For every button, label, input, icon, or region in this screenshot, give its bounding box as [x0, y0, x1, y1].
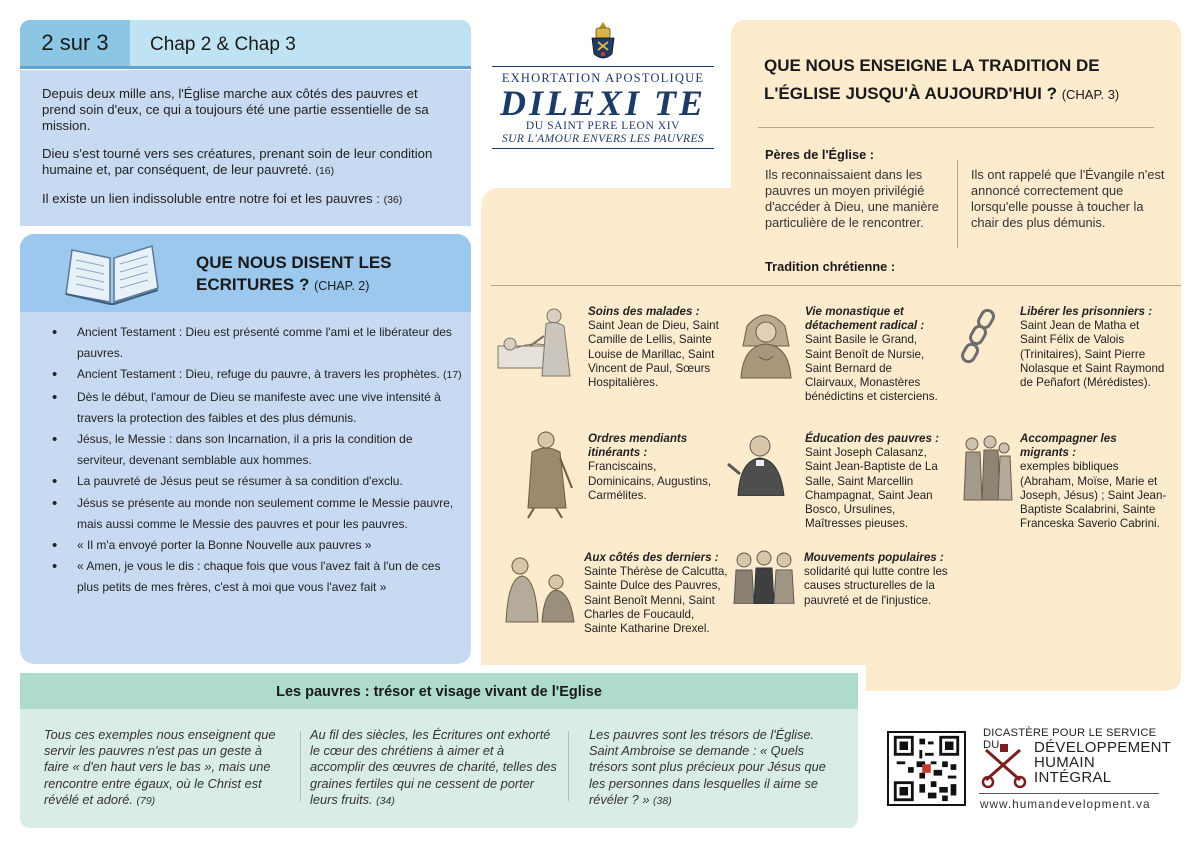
quote-1: Tous ces exemples nous enseignent que servir les pauvres n'est pas un geste à faire « d'en haut vers le bas », mais une rencontre entre égaux, où le Christ est révélé et adoré. (79): [44, 727, 276, 807]
list-item: • Dès le début, l'amour de Dieu se manifeste avec une vive intensité à travers la protection des faibles et des plus démunis.: [52, 387, 462, 429]
sick-care-illustration: [496, 304, 582, 382]
page-header: [20, 20, 471, 66]
ecritures-list: [52, 322, 462, 599]
chapter-label: Chap 2 & Chap 3: [150, 34, 296, 55]
document-title: [484, 20, 722, 190]
divider: [300, 731, 301, 801]
tradition-item: Éducation des pauvres : Saint Joseph Calasanz, Saint Jean-Baptiste de La Salle, Saint Marcellin Champagnat, Saint Jean Bosco, Ursulines, Maîtresses pieuses.: [805, 432, 940, 531]
tradition-item: Mouvements populaires : solidarité qui lutte contre les causes structurelles de la pauvreté et de l'injustice.: [804, 551, 948, 607]
website-link[interactable]: www.humandevelopment.va: [980, 797, 1151, 811]
list-item: • Jésus se présente au monde non seulement comme le Messie pauvre, mais aussi comme le Messie des pauvres et pour les pauvres.: [52, 493, 462, 535]
ecritures-title: QUE NOUS DISENT LES ECRITURES ? (CHAP. 2): [196, 253, 392, 294]
list-item: • Jésus, le Messie : dans son Incarnation, il a pris la condition de serviteur, devenant semblable aux hommes.: [52, 429, 462, 471]
tradition-item: Vie monastique et détachement radical : Saint Basile le Grand, Saint Benoît de Nursie, Saint Bernard de Clairvaux, Monastères bénédictins et cisterciens.: [805, 305, 938, 404]
quote-3: Les pauvres sont les trésors de l'Église. Saint Ambroise se demande : « Quels trésors sont plus précieux pour Jésus que les personnes dans lesquelles il aime se révéler ? » (38): [589, 727, 826, 807]
divider: [568, 731, 569, 801]
intro-paragraph-2: Dieu s'est tourné vers ses créatures, prenant soin de leur condition humaine et, par conséquent, de leur pauvreté. (16): [42, 146, 433, 177]
monk-illustration: [733, 306, 799, 380]
caring-illustration: [498, 552, 580, 624]
popular-movements-illustration: [730, 548, 798, 604]
intro-paragraph-3: Il existe un lien indissoluble entre notre foi et les pauvres : (36): [42, 191, 403, 206]
tradition-item: Accompagner les migrants : exemples bibliques (Abraham, Moïse, Marie et Joseph, Jésus) ; Saint Jean-Baptiste Scalabrini, Sainte Franceska Saverio Cabrini.: [1020, 432, 1167, 531]
list-item: • Ancient Testament : Dieu, refuge du pauvre, à travers les prophètes. (17): [52, 364, 462, 386]
list-item: • Ancient Testament : Dieu est présenté comme l'ami et le libérateur des pauvres.: [52, 322, 462, 364]
quote-2: Au fil des siècles, les Écritures ont exhorté le cœur des chrétiens à aimer et à accomplir des œuvres de charité, telles des graines fertiles qui ne cessent de porter leurs fruits. (34): [310, 727, 557, 807]
tradition-label: Tradition chrétienne :: [765, 259, 896, 274]
title-line-4: SUR L'AMOUR ENVERS LES PAUVRES: [501, 133, 705, 145]
list-item: • La pauvreté de Jésus peut se résumer à sa condition d'exclu.: [52, 471, 462, 492]
friar-illustration: [512, 428, 578, 520]
peres-label: Pères de l'Église :: [765, 147, 875, 162]
peres-text-1: Ils reconnaissaient dans les pauvres un moyen privilégié d'accéder à Dieu, une manière particulière de le rencontrer.: [765, 167, 939, 230]
chapter-ref: (CHAP. 3): [1061, 87, 1120, 102]
chapter-ref: (CHAP. 2): [314, 279, 370, 293]
tradition-title: QUE NOUS ENSEIGNE LA TRADITION DE L'ÉGLISE JUSQU'À AUJOURD'HUI ? (CHAP. 3): [764, 56, 1120, 103]
title-rule: [492, 66, 714, 67]
tradition-item: Aux côtés des derniers : Sainte Thérèse de Calcutta, Sainte Dulce des Pauvres, Saint Benoît Menni, Saint Charles de Foucauld, Sainte Katharine Drexel.: [584, 551, 728, 636]
papal-emblem-icon: [586, 20, 620, 64]
tradition-item: Libérer les prisonniers : Saint Jean de Matha et Saint Félix de Valois (Trinitaires), Saint Pierre Nolasque et Saint Raymond de Peñafort (Mérédistes).: [1020, 305, 1165, 390]
open-book-icon: [62, 244, 162, 311]
ecritures-panel: [20, 234, 471, 664]
tradition-item: Soins des malades : Saint Jean de Dieu, Saint Camille de Lellis, Sainte Louise de Marillac, Saint Vincent de Paul, Sœurs Hospitalières.: [588, 305, 719, 390]
dicastery-label: DICASTÈRE POUR LE SERVICE DU: [983, 727, 1157, 751]
intro-paragraph-1: Depuis deux mille ans, l'Église marche aux côtés des pauvres et prend soin d'eux, ce qui a toujours été une partie essentielle de sa mission.: [42, 86, 429, 133]
conclusion-panel: [20, 673, 858, 828]
reference: (36): [383, 194, 403, 206]
intro-panel: [20, 70, 471, 226]
tradition-item: Ordres mendiants itinérants : Franciscains, Dominicains, Augustins, Carmélites.: [588, 432, 712, 502]
divider: [491, 285, 1181, 286]
ecritures-header: [20, 234, 471, 312]
divider: [957, 160, 958, 248]
list-item: • « Amen, je vous le dis : chaque fois que vous l'avez fait à l'un de ces plus petits de mes frères, c'est à moi que vous l'avez fait »: [52, 556, 462, 598]
page-number: 2 sur 3: [20, 20, 130, 66]
dicastery-name: DÉVELOPPEMENT HUMAIN INTÉGRAL: [1034, 739, 1172, 786]
list-item: • « Il m'a envoyé porter la Bonne Nouvelle aux pauvres »: [52, 535, 462, 556]
title-line-3: DU SAINT PERE LEON XIV: [525, 120, 681, 132]
conclusion-title: Les pauvres : trésor et visage vivant de l'Eglise: [20, 673, 858, 709]
teacher-illustration: [726, 430, 798, 496]
divider: [758, 127, 1154, 128]
title-line-1: EXHORTATION APOSTOLIQUE: [501, 71, 705, 85]
qr-code[interactable]: [887, 731, 966, 806]
reference: (16): [315, 165, 335, 177]
title-rule: [492, 148, 714, 149]
broken-chain-icon: [958, 306, 1004, 366]
divider: [979, 793, 1159, 794]
header-divider: [20, 66, 471, 69]
migrants-illustration: [958, 432, 1016, 502]
tradition-panel-tail: [866, 660, 1181, 691]
title-main: DILEXI TE: [499, 83, 707, 123]
crossed-keys-icon: [980, 744, 1030, 788]
peres-text-2: Ils ont rappelé que l'Évangile n'est annoncé correctement que lorsqu'elle pousse à toucher la chair des plus démunis.: [971, 167, 1165, 230]
